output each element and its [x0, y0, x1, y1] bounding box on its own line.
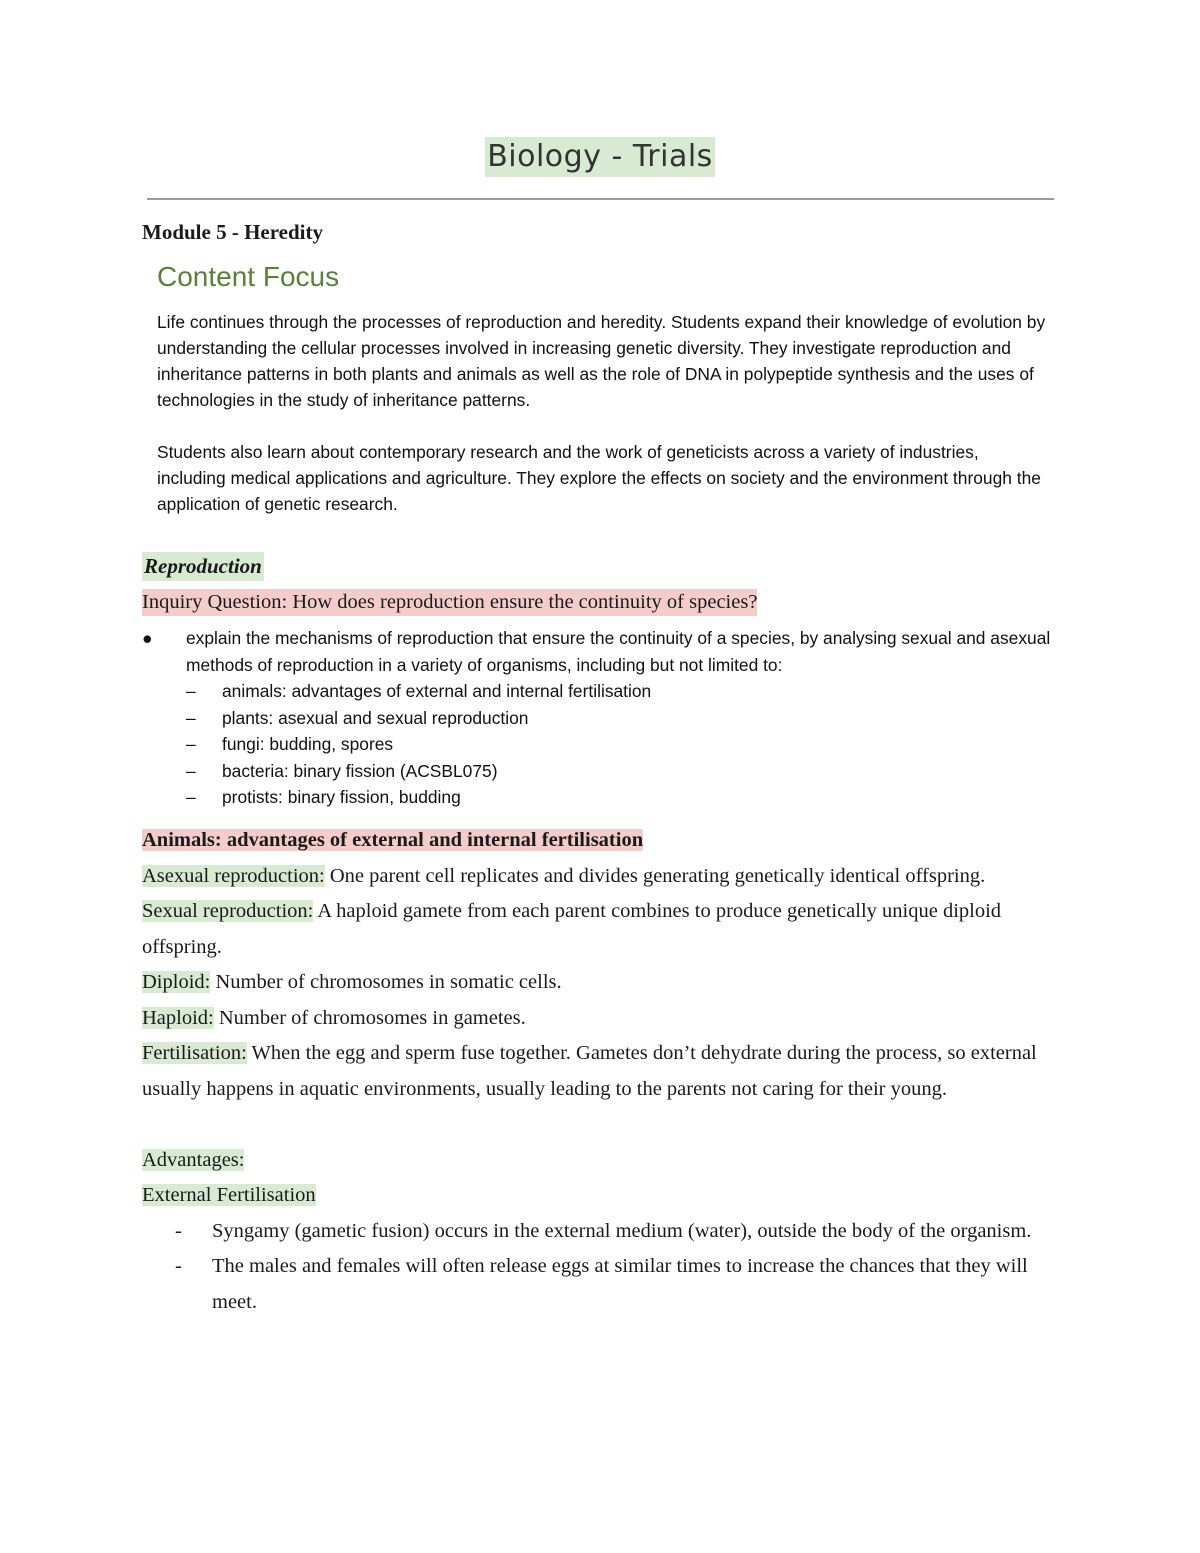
external-fertilisation-label: External Fertilisation	[142, 1184, 316, 1206]
list-item: - Syngamy (gametic fusion) occurs in the external medium (water), outside the body of the organism.	[142, 1214, 1062, 1250]
content-focus-body	[157, 309, 1052, 517]
list-item: – fungi: budding, spores	[142, 731, 1062, 758]
title-container	[0, 137, 1200, 177]
dash-icon: –	[186, 734, 196, 754]
dash-icon: –	[186, 681, 196, 701]
document-title: Biology - Trials	[485, 137, 715, 177]
animals-heading: Animals: advantages of external and internal fertilisation	[142, 829, 644, 851]
definition-term: Haploid:	[142, 1006, 214, 1029]
outcome-bullet	[142, 625, 1062, 678]
definition-sexual	[142, 894, 1062, 965]
dash-icon: -	[175, 1219, 182, 1242]
content-focus-heading: Content Focus	[157, 261, 340, 292]
definition-haploid	[142, 1001, 1062, 1037]
definition-fertilisation	[142, 1036, 1062, 1107]
inquiry-question: Inquiry Question: How does reproduction ensure the continuity of species?	[142, 589, 757, 616]
external-fertilisation-list	[142, 1214, 1062, 1321]
outcome-sub-list	[142, 678, 1062, 811]
list-item: – animals: advantages of external and internal fertilisation	[142, 678, 1062, 705]
reproduction-heading: Reproduction	[142, 552, 264, 581]
definition-text: Number of chromosomes in somatic cells.	[210, 971, 562, 993]
syllabus-outcome	[142, 625, 1062, 811]
title-divider	[147, 198, 1054, 200]
definition-asexual	[142, 859, 1062, 895]
definition-diploid	[142, 965, 1062, 1001]
bullet-icon: ●	[142, 628, 153, 648]
list-item: – plants: asexual and sexual reproduction	[142, 705, 1062, 732]
dash-icon: –	[186, 787, 196, 807]
definition-text: When the egg and sperm fuse together. Gametes don’t dehydrate during the process, so external usually happens in aquatic environments, usually leading to the parents not caring for their young.	[142, 1042, 1037, 1100]
definition-term: Asexual reproduction:	[142, 864, 325, 887]
content-focus-paragraph: Students also learn about contemporary research and the work of geneticists across a variety of industries, including medical applications and agriculture. They explore the effects on society and the environment through the application of genetic research.	[157, 442, 1041, 514]
animals-section	[142, 823, 1062, 1320]
dash-icon: –	[186, 760, 196, 781]
definition-text: A haploid gamete from each parent combines to produce genetically unique diploid offspring.	[142, 900, 1002, 958]
definition-term: Diploid:	[142, 971, 211, 993]
list-item: – protists: binary fission, budding	[142, 784, 1062, 811]
outcome-text: explain the mechanisms of reproduction that ensure the continuity of a species, by analysing sexual and asexual methods of reproduction in a variety of organisms, including but not limited to:	[186, 628, 1051, 675]
definition-term: Sexual reproduction:	[142, 900, 314, 922]
definition-text: One parent cell replicates and divides generating genetically identical offspring.	[324, 864, 986, 887]
content-focus-paragraph: Life continues through the processes of reproduction and heredity. Students expand their knowledge of evolution by understanding the cellular processes involved in increasing genetic diversity. They investigate reproduction and inheritance patterns in both plants and animals as well as the role of DNA in polypeptide synthesis and the uses of technologies in the study of inheritance patterns.	[157, 312, 1046, 410]
advantages-label: Advantages:	[142, 1148, 245, 1171]
list-item: – bacteria: binary fission (ACSBL075)	[142, 758, 1062, 785]
module-heading: Module 5 - Heredity	[142, 220, 324, 244]
list-item: - The males and females will often release eggs at similar times to increase the chances that they will meet.	[142, 1249, 1062, 1320]
definition-text: Number of chromosomes in gametes.	[213, 1006, 526, 1029]
dash-icon: -	[175, 1255, 182, 1277]
definition-term: Fertilisation:	[142, 1042, 247, 1064]
dash-icon: –	[186, 707, 196, 728]
